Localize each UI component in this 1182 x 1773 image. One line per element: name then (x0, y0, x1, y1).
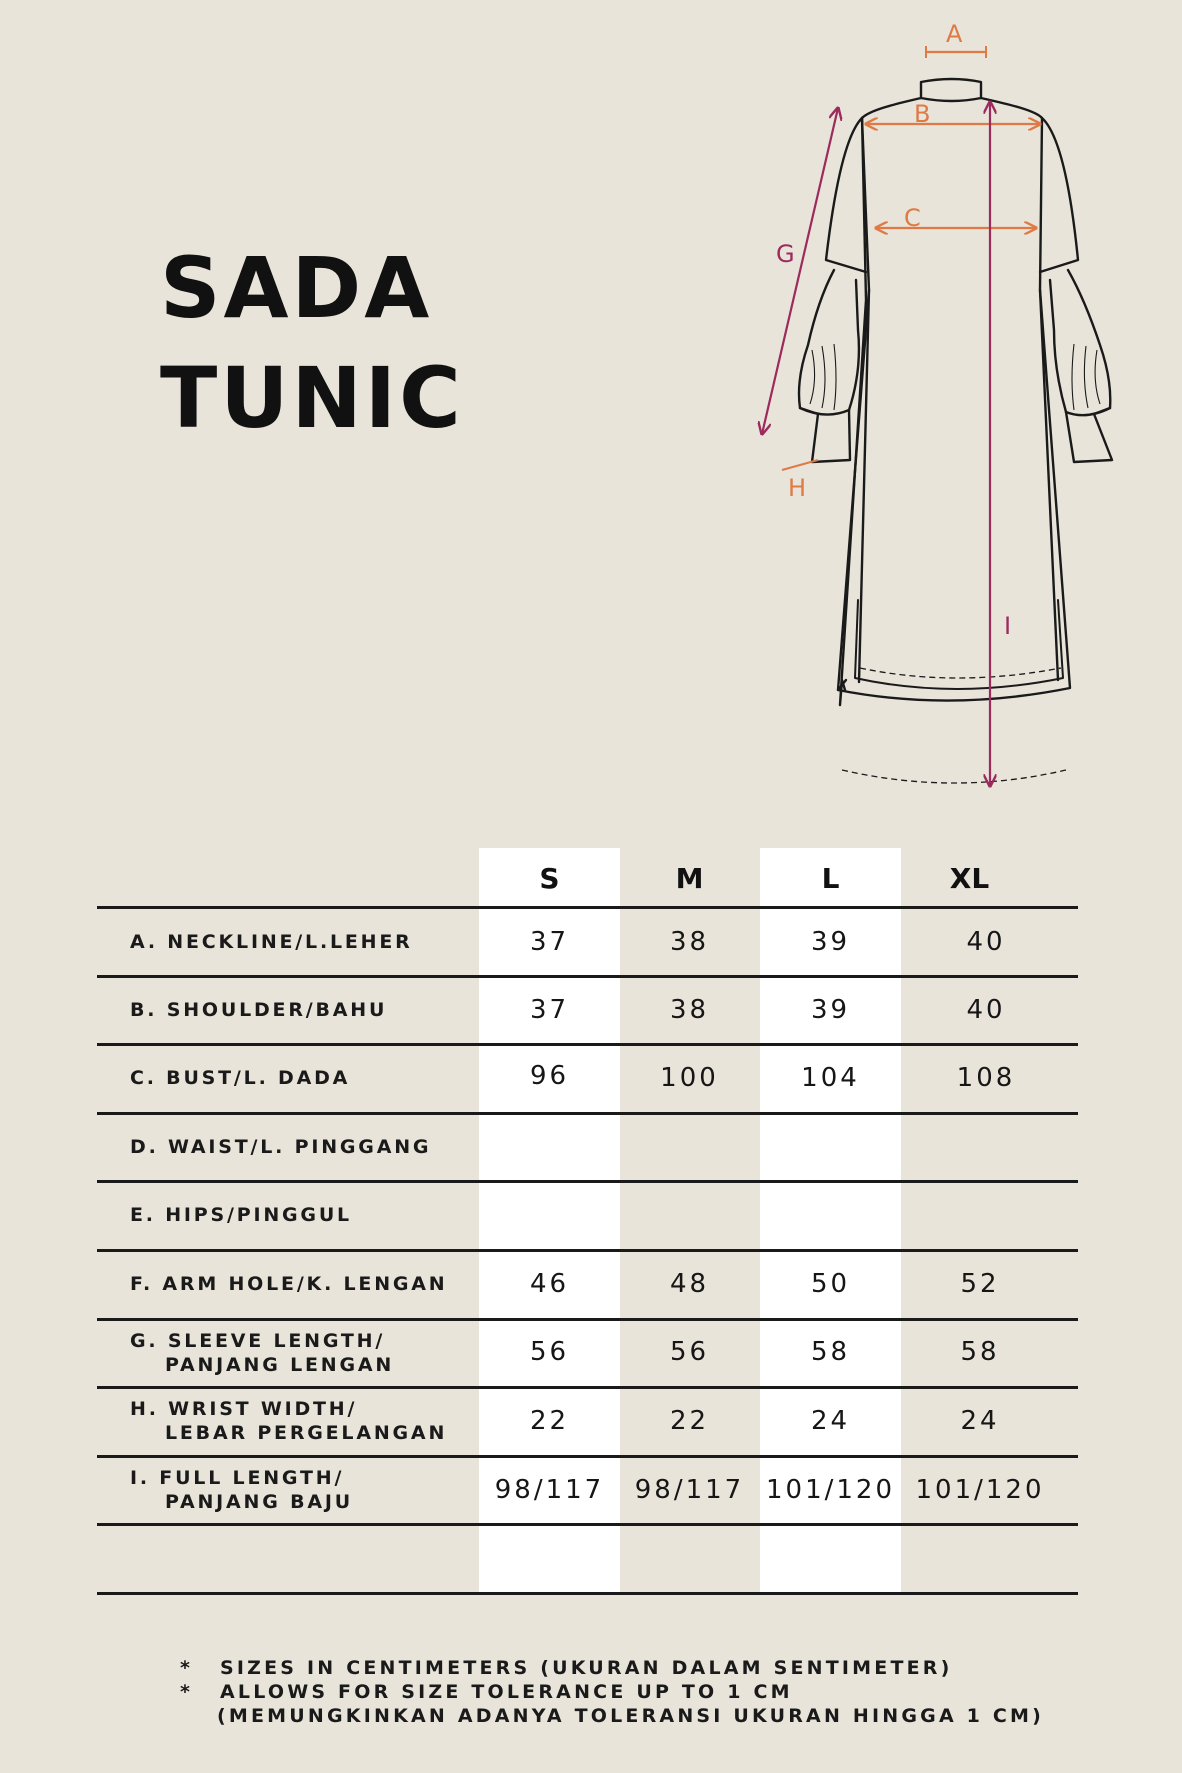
table-cell: 96 (529, 1061, 570, 1091)
table-cell: 46 (529, 1269, 570, 1299)
row-label-arm-hole: F. ARM HOLE/K. LENGAN (130, 1273, 448, 1295)
table-cell: 40 (966, 995, 1006, 1025)
table-cell: 101/120 (765, 1475, 895, 1505)
table-rule (97, 1523, 1078, 1526)
table-cell: 22 (529, 1406, 570, 1436)
table-cell: 100 (660, 1063, 719, 1093)
table-cell: 50 (810, 1269, 851, 1299)
label-c: C (904, 204, 921, 232)
row-label-hips: E. HIPS/PINGGUL (130, 1204, 352, 1226)
label-i: I (1004, 612, 1012, 640)
table-cell: 56 (669, 1337, 710, 1367)
table-cell: 24 (810, 1406, 851, 1436)
table-cell: 98/117 (494, 1475, 605, 1505)
row-label-bust: C. BUST/L. DADA (130, 1067, 351, 1089)
table-cell: 37 (529, 995, 570, 1025)
table-rule (97, 1180, 1078, 1183)
label-h: H (788, 474, 807, 502)
row-label-sleeve-length: G. SLEEVE LENGTH/ PANJANG LENGAN (130, 1330, 395, 1376)
row-label-shoulder: B. SHOULDER/BAHU (130, 999, 388, 1021)
table-rule (97, 975, 1078, 978)
table-cell: 56 (529, 1337, 570, 1367)
table-rule (97, 1318, 1078, 1321)
table-cell: 108 (956, 1063, 1016, 1093)
product-title-line-1: SADA (160, 239, 433, 337)
tunic-outline (799, 79, 1112, 705)
label-a: A (946, 20, 963, 48)
size-header-m: M (675, 862, 704, 895)
wrist-marker (782, 460, 818, 470)
table-rule (97, 1249, 1078, 1252)
table-cell: 24 (960, 1406, 1000, 1436)
table-rule (97, 1043, 1078, 1046)
size-header-l: L (821, 862, 840, 895)
table-cell: 52 (960, 1269, 1000, 1299)
table-cell: 48 (669, 1269, 710, 1299)
table-cell: 38 (669, 995, 710, 1025)
label-b: B (914, 100, 931, 128)
product-title-line-2: TUNIC (160, 349, 464, 447)
table-cell: 38 (669, 927, 710, 957)
table-rule (97, 1112, 1078, 1115)
table-cell: 39 (810, 927, 851, 957)
table-cell: 98/117 (634, 1475, 745, 1505)
size-header-xl: XL (949, 862, 990, 895)
inner-hem-stitch (860, 668, 1061, 678)
table-rule (97, 1592, 1078, 1595)
table-cell: 104 (801, 1063, 860, 1093)
table-cell: 40 (966, 927, 1006, 957)
table-cell: 39 (810, 995, 851, 1025)
tunic-measurement-diagram (740, 10, 1140, 810)
sleeve-gathers (810, 344, 1100, 410)
row-label-neckline: A. NECKLINE/L.LEHER (130, 931, 413, 953)
table-cell: 37 (529, 927, 570, 957)
table-cell: 58 (960, 1337, 1000, 1367)
table-rule (97, 1386, 1078, 1389)
row-label-wrist-width: H. WRIST WIDTH/ LEBAR PERGELANGAN (130, 1398, 448, 1444)
table-cell: 22 (669, 1406, 710, 1436)
table-rule (97, 1455, 1078, 1458)
outer-hem-stitch (842, 770, 1066, 783)
table-cell: 58 (810, 1337, 851, 1367)
footnote-tolerance: * ALLOWS FOR SIZE TOLERANCE UP TO 1 CM (MEMUNGKINKAN ADANYA TOLERANSI UKURAN HINGGA 1 CM) (180, 1681, 1045, 1727)
table-rule (97, 906, 1078, 909)
table-cell: 101/120 (915, 1475, 1045, 1505)
label-g: G (776, 240, 795, 268)
size-header-s: S (539, 862, 560, 895)
footnote-units: * SIZES IN CENTIMETERS (UKURAN DALAM SENTIMETER) (180, 1657, 953, 1679)
row-label-full-length: I. FULL LENGTH/ PANJANG BAJU (130, 1467, 353, 1513)
row-label-waist: D. WAIST/L. PINGGANG (130, 1136, 432, 1158)
